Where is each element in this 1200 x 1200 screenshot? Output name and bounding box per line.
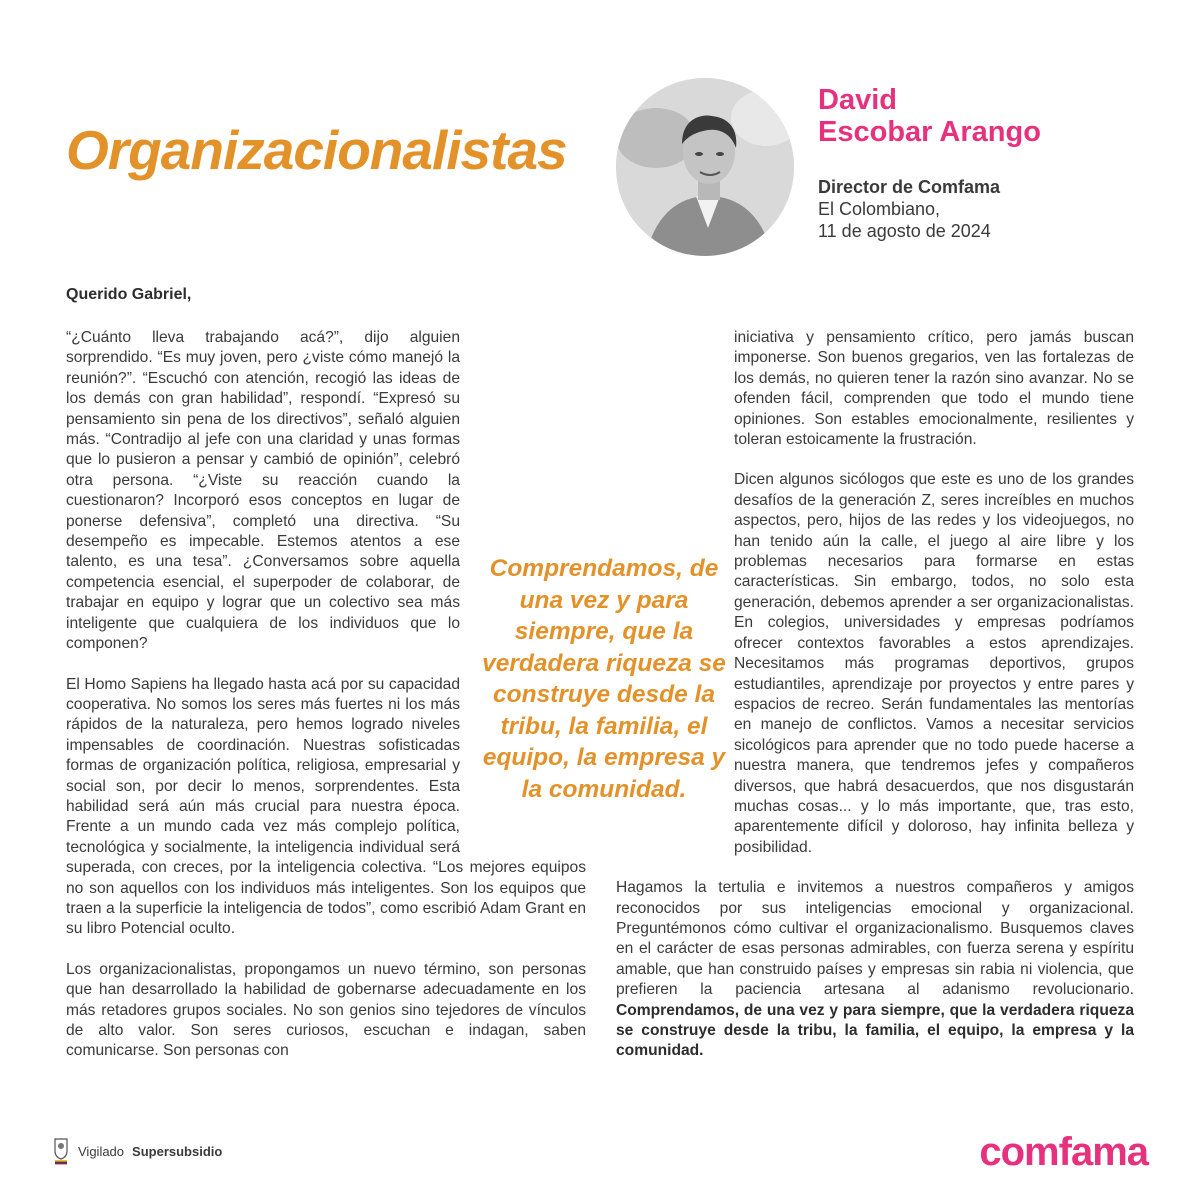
author-first-name: David [818,84,897,116]
author-portrait-icon [616,78,794,256]
supervisor-name: Supersubsidio [132,1143,223,1159]
author-role: Director de Comfama [818,177,1001,197]
closing-text: Hagamos la tertulia e invitemos a nuestros compañeros y amigos reconocidos por sus inteligencias emocional y organizacional. Preguntémonos cómo cultivar el organizacionalismo. Busquemos claves en el carácter de esas personas admirables, con fuerza serena y espíritu amable, que han construido países y empresas sin rabia ni violencia, que prefieren la paciencia artesana al adanismo revolucionario. [616,879,1134,999]
footer-vigilado [52,1137,222,1165]
body-paragraph: Dicen algunos sicólogos que este es uno de los grandes desafíos de la generación Z, seres increíbles en muchos aspectos, pero, hijos de las redes y los videojuegos, no han tenido aún la calle, el juego al aire libre y los problemas necesarios para formarse en estas características. Sin embargo, todos, no solo esta generación, debemos aprender a ser organizacionalistas. En colegios, universidades y empresas podríamos ofrecer contextos favorables a estos aprendizajes. Necesitamos más programas deportivos, grupos estudiantiles, aprendizaje por proyectos y entre pares y espacios de recreo. Serán fundamentales las mentorías en manejo de conflictos. Vamos a necesitar servicios sicológicos para aprender que no todo puede hacerse a nuestra manera, que tendremos jefes y compañeros diversos, que habrá desacuerdos, que nos disgustarán muchas cosas... y lo más importante, que, tras esto, aparentemente difícil y doloroso, hay infinita belleza y posibilidad. [734,471,1134,856]
author-last-name: Escobar Arango [818,116,1041,148]
pull-quote: Comprendamos, de una vez y para siempre, que la verdadera riqueza se construye desde la tribu, la familia, el equipo, la empresa y la comunidad. [482,555,726,803]
body-paragraph: iniciativa y pensamiento crítico, pero jamás buscan imponerse. Son buenos gregarios, ven las fortalezas de los demás, no quieren tener la razón sino avanzar. No se ofenden fácil, comprenden que todo el mundo tiene opiniones. Son estables emocionalmente, resilientes y toleran estoicamente la frustración. [734,329,1134,449]
publication-date: 11 de agosto de 2024 [818,221,991,241]
body-paragraph: “¿Cuánto lleva trabajando acá?”, dijo alguien sorprendido. “Es muy joven, pero ¿viste cómo manejó la reunión?”. “Escuchó con atención, recogió las ideas de los demás con gran habilidad”, respondí. “Expresó su pensamiento sin pena de los directivos”, señaló alguien más. “Contradijo al jefe con una claridad y unas formas que lo pusieron a pensar y cambió de opinión”, celebró otra persona. “¿Viste su reacción cuando la cuestionaron? Incorporó esos conceptos en lugar de ponerse defensiva”, completó una directiva. “Su desempeño es impecable. Estemos atentos a ese talento, es una tesa”. ¿Conversamos sobre aquella competencia esencial, el superpoder de colaborar, de trabajar en equipo y lograr que un colectivo sea más inteligente que cualquiera de los individuos que lo componen? [66,329,460,653]
body-paragraph: Los organizacionalistas, propongamos un nuevo término, son personas que han desarrollado la habilidad de gobernarse adecuadamente en los más retadores grupos sociales. No son genios sino tejedores de vínculos de alto valor. Son seres curiosos, escuchan e indagan, saben comunicarse. Son personas con [66,960,586,1060]
comfama-logo: comfama [979,1130,1148,1174]
letter-greeting: Querido Gabriel, [66,286,192,303]
article-title: Organizacionalistas [66,119,567,181]
author-meta [818,176,1000,242]
vigilado-label: Vigilado [78,1143,125,1159]
colombia-crest-icon [52,1137,70,1165]
body-paragraph [616,878,1134,1062]
body-paragraph: El Homo Sapiens ha llegado hasta acá por su capacidad cooperativa. No somos los seres más fuertes ni los más rápidos de la naturaleza, pero hemos logrado niveles impensables de coordinación. Nuestras sofisticadas formas de organización política, religiosa, empresarial y social son, por decir lo menos, sorprendentes. Esta habilidad será aún más crucial para nuestra época. Frente a un mundo cada vez más complejo política, tecnológica y socialmente, la inteligencia individual será superada, con creces, por la inteligencia colectiva. “Los mejores equipos no son aquellos con los individuos más inteligentes. Son los equipos que traen a la superficie la inteligencia de todos”, como escribió Adam Grant en su libro Potencial oculto. [66,675,586,938]
author-name [818,84,1041,148]
publication-name: El Colombiano, [818,199,941,219]
closing-bold-text: Comprendamos, de una vez y para siempre, que la verdadera riqueza se construye desde la tribu, la familia, el equipo, la empresa y la comunidad. [616,1001,1134,1060]
author-photo [616,78,794,256]
